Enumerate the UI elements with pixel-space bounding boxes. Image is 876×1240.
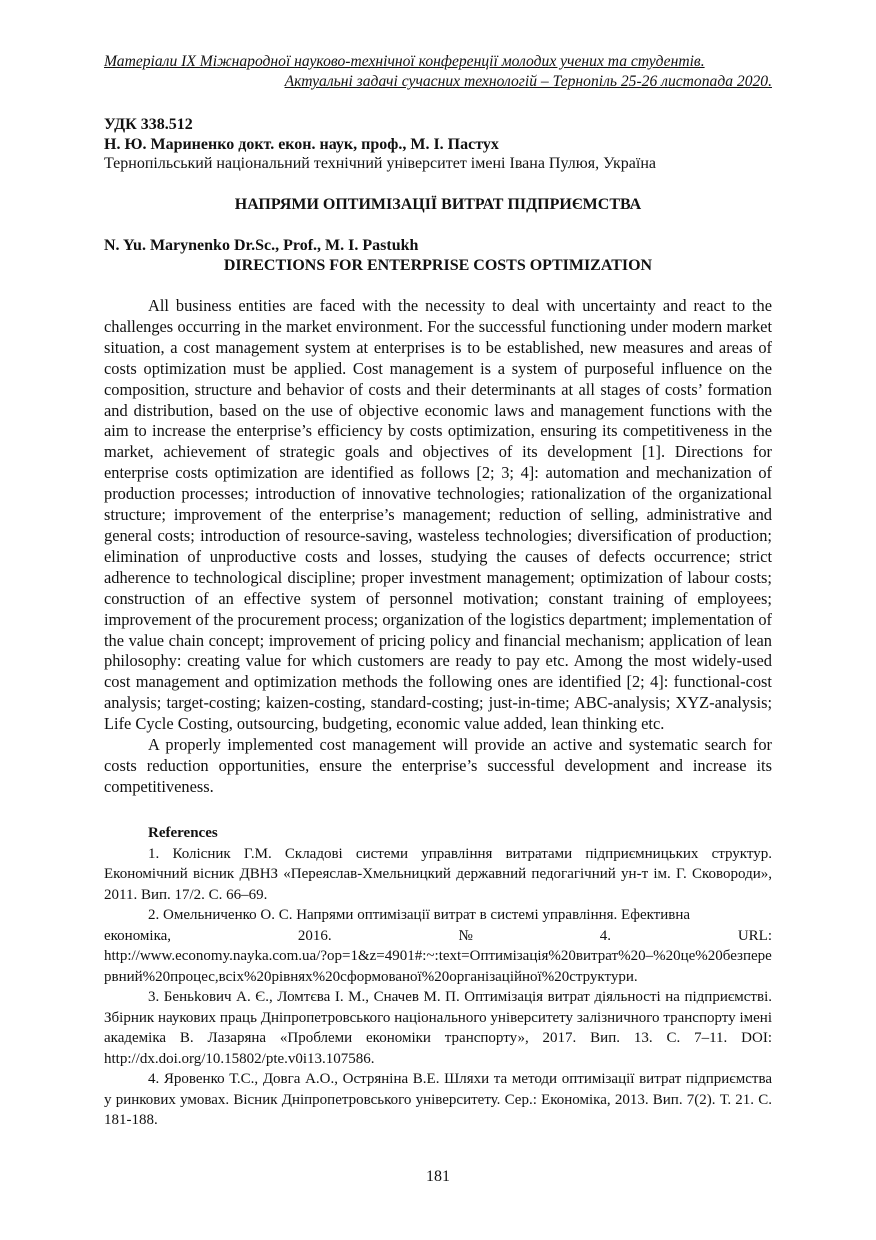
reference-text: 2. Омельниченко О. С. Напрями оптимізації витрат в системі управління. Ефективна (148, 907, 691, 923)
reference-spread-line (104, 926, 772, 947)
reference-item (104, 905, 772, 926)
affiliation: Тернопільський національний технічний університет імені Івана Пулюя, Україна (104, 155, 656, 172)
authors-ua: Н. Ю. Мариненко докт. екон. наук, проф., М. І. Пастух (104, 135, 499, 153)
reference-item: 3. Беньkович А. Є., Ломтєва І. М., Сначев М. П. Оптимізація витрат діяльності на підприємстві. Збірник наукових праць Дніпропетровського національного університету залізничного транспорту імені академіка В. Лазаряна «Проблеми економіки транспорту», 2017. Вип. 13. С. 7–11. DOI: http://dx.doi.org/10.15802/pte.v0i13.107586. (104, 989, 772, 1067)
reference-word: URL: (737, 927, 772, 944)
reference-word: 2016. (297, 927, 332, 944)
running-header (104, 52, 772, 92)
paragraph: A properly implemented cost management will provide an active and systematic search for costs reduction opportunities, ensure the enterprise’s successful development and increase its competitiveness. (104, 735, 772, 796)
reference-item: 1. Колісник Г.М. Складові системи управління витратами підприємницьких структур. Економічний вісник ДВНЗ «Переяслав-Хмельницкий державний педогагічний ун-т ім. Г. Сковороди», 2011. Вип. 17/2. С. 66–69. (104, 845, 772, 903)
page-number: 181 (426, 1168, 450, 1185)
udk-code: УДК 338.512 (104, 116, 193, 133)
paragraph: All business entities are faced with the necessity to deal with uncertainty and react to the challenges occurring in the market environment. For the successful functioning under modern market situation, a cost management system at enterprises is to be established, new measures and areas of costs optimization must be applied. Cost management is a system of purposeful influence on the composition, structure and behavior of costs and their determinants at all stages of costs’ formation and distribution, based on the use of objective economic laws and management functions with the aim to increase the enterprise’s efficiency by costs optimization, ensuring its competitiveness in the market, achievement of strategic goals and objectives of its development [1]. Directions for enterprise costs optimization are identified as follows [2; 3; 4]: automation and mechanization of production processes; introduction of innovative technologies; rationalization of the organizational structure; improvement of the enterprise’s management; reduction of selling, administrative and general costs; introduction of resource-saving, wasteless technologies; diversification of production; elimination of unproductive costs and losses, studying the causes of defects occurrence; strict adherence to technological discipline; proper investment management; optimization of labour costs; construction of an effective system of personnel motivation; constant training of employees; improvement of the procurement process; organization of the logistics department; implementation of the value chain concept; improvement of pricing policy and financial mechanism; application of lean philosophy: creating value for which customers are ready to pay etc. Among the most widely-used cost management and optimization methods the following ones are identified [2; 4]: functional-cost analysis; target-costing; kaizen-costing, standard-costing; just-in-time; ABC-analysis; XYZ-analysis; Life Cycle Costing, outsourcing, budgeting, economic value added, lean thinking etc. (104, 296, 772, 734)
article-meta (104, 115, 772, 174)
title-en: DIRECTIONS FOR ENTERPRISE COSTS OPTIMIZATION (223, 256, 653, 274)
reference-word: економіка, (104, 927, 172, 944)
reference-item: 4. Яровенко Т.С., Довга А.О., Остряніна В.Е. Шляхи та методи оптимізації витрат підприємства у ринкових умовах. Вісник Дніпропетровського університету. Сер.: Економіка, 2013. Вип. 7(2). Т. 21. С. 181-188. (104, 1071, 772, 1128)
title-ua: НАПРЯМИ ОПТИМІЗАЦІЇ ВИТРАТ ПІДПРИЄМСТВА (234, 196, 642, 213)
references-heading: References (148, 825, 218, 841)
references (104, 823, 772, 1131)
abstract-body (104, 296, 772, 798)
authors-en: N. Yu. Marynenko Dr.Sc., Prof., M. I. Pastukh (104, 237, 419, 254)
header-line-2: Актуальні задачі сучасних технологій – Тернопіль 25-26 листопада 2020. (284, 73, 772, 90)
header-line-1: Матеріали IX Міжнародної науково-технічної конференції молодих учених та студентів. (104, 53, 705, 70)
reference-word: 4. (599, 927, 611, 944)
reference-url[interactable]: http://www.economy.nayka.com.ua/?op=1&z=4901#:~:text=Оптимізація%20витрат%20–%20це%20безперервний%20процес,всіх%20рівнях%20сформованої%20організаційної%20структури. (104, 948, 772, 985)
english-heading (104, 236, 772, 275)
reference-word: № (458, 927, 473, 944)
